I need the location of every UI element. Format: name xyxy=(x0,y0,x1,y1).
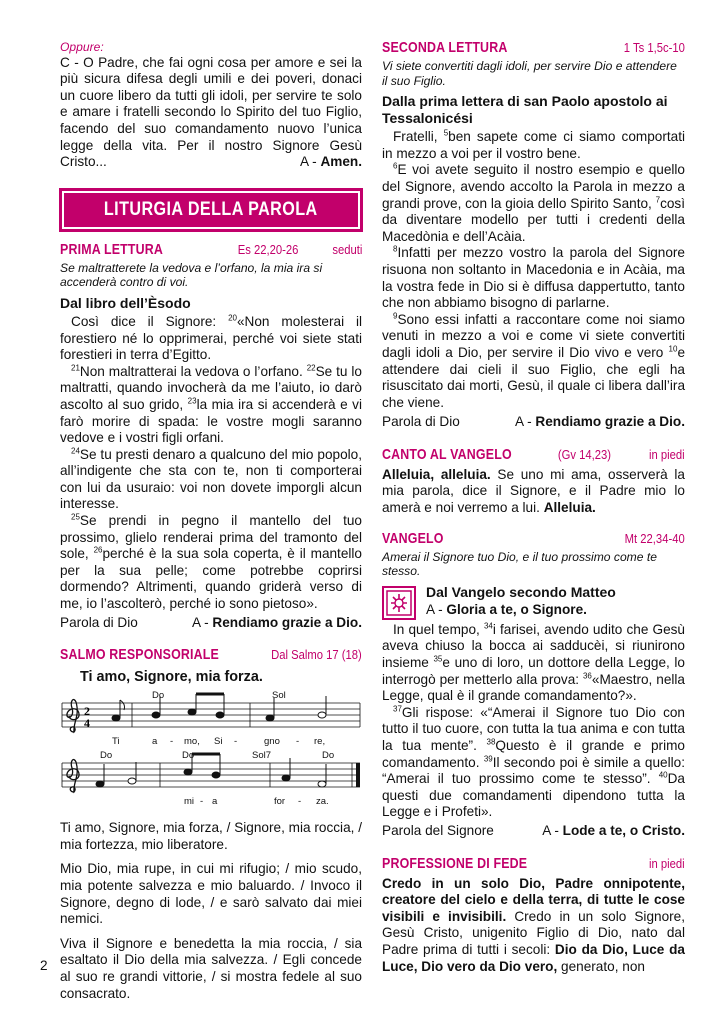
creed-text: Credo in un solo Dio, Padre onnipotente, creatore del cielo e della terra, di tutte le cose visibili e invisibili. Credo in un solo Signore, Gesù Cristo, unigenito Figlio di Dio, nato dal Padre prima di tutti i secoli: Dio da Dio, Luce da Luce, Dio vero da Dio vero, generato, non xyxy=(382,875,685,974)
lyric-syllable: re, xyxy=(314,736,326,748)
chord-label: Sol7 xyxy=(252,750,272,762)
chord-label: Sol xyxy=(272,690,286,702)
section-title: SECONDA LETTURA xyxy=(382,40,508,56)
reading-paragraph: $^{37}$Gli rispose: «“Amerai il Signore tuo Dio con tutto il tuo cuore, con tutta la tua anima e con tutta la tua mente”. $^{38}$Questo è il grande e primo comandamento. $^{39}$Il secondo poi è simile a quello: “Amerai il tuo prossimo come te stesso”. $^{40}$Da questi due comandamenti dipendono tutta la Legge e i Profeti». xyxy=(382,704,685,820)
section-title: PROFESSIONE DI FEDE xyxy=(382,855,528,872)
book-title: Dal Vangelo secondo Matteo xyxy=(426,583,616,600)
lyric-syllable: a xyxy=(152,736,158,748)
reading-summary: Amerai il Signore tuo Dio, e il tuo prossimo come te stesso. xyxy=(382,549,657,579)
lyric-syllable: - xyxy=(298,796,302,808)
lyric-syllable: - xyxy=(296,736,300,748)
music-note xyxy=(128,778,136,784)
music-note xyxy=(184,769,192,775)
scripture-ref: (Gv 14,23) xyxy=(558,447,612,462)
time-signature-top: 2 xyxy=(84,704,90,719)
reading-response: Parola di Dio A - Rendiamo grazie a Dio. xyxy=(382,414,685,430)
lyric-syllable: - xyxy=(170,736,174,748)
psalm-sheet-music xyxy=(60,688,362,818)
scripture-ref: Mt 22,34-40 xyxy=(624,531,685,546)
music-note xyxy=(282,775,290,781)
section-title: PRIMA LETTURA xyxy=(60,241,164,258)
music-note xyxy=(212,772,220,778)
lyric-syllable: Si xyxy=(214,736,223,748)
posture-label: in piedi xyxy=(649,447,685,462)
oppure-label: Oppure: xyxy=(60,40,104,54)
reading-paragraph: $^{24}$Se tu presti denaro a qualcuno del mio popolo, all’indigente che sta con te, non ti comporterai con lui da usuraio: voi non dovete imporgli alcun interesse. xyxy=(60,446,362,512)
lyric-syllable: for xyxy=(274,796,286,808)
lyric-syllable: mi xyxy=(184,796,195,808)
salmo-header xyxy=(60,647,362,663)
vangelo-header xyxy=(382,531,685,547)
chord-label: Do xyxy=(182,750,195,762)
lyric-syllable: za. xyxy=(316,796,329,808)
psalm-stanza: Ti amo, Signore, mia forza, / Signore, mia roccia, / mia fortezza, mio liberatore. xyxy=(60,820,362,852)
scripture-ref: Dal Salmo 17 (18) xyxy=(271,648,362,663)
chord-label: Do xyxy=(152,690,165,702)
reading-paragraph: In quel tempo, $^{34}$i farisei, avendo udito che Gesù aveva chiuso la bocca ai sadducèi, si riunirono insieme $^{35}$e uno di loro, un dottore della Legge, lo interrogò per metterlo alla prova: $^{36}$«Maestro, nella Legge, qual è il grande comandamento?». xyxy=(382,621,685,704)
professione-header xyxy=(382,856,685,872)
section-title: VANGELO xyxy=(382,530,444,547)
book-title: Dal libro dell’Èsodo xyxy=(60,294,191,311)
collect-prayer: C - O Padre, che fai ogni cosa per amore e sei la più sicura difesa degli umili e dei poveri, donaci un cuore libero da tutti gli idoli, per servire te solo e amare i fratelli secondo lo Spirito del tuo Figlio, facendo del suo comandamento nuovo l’unica legge della vita. Per il nostro Signore Gesù Cristo... A - Amen. xyxy=(60,54,362,170)
chord-label: Do xyxy=(322,750,335,762)
psalm-stanza: Mio Dio, mia rupe, in cui mi rifugio; / mio scudo, mia potente salvezza e mio baluardo. / Invoco il Signore, degno di lode, / e sarò salvato dai miei nemici. xyxy=(60,861,362,927)
chord-label: Do xyxy=(100,750,113,762)
scripture-ref: Es 22,20-26 xyxy=(237,242,299,257)
reading-paragraph: $^8$Infatti per mezzo vostro la parola del Signore risuona non soltanto in Macedonia e in Acàia, ma la vostra fede in Dio si è diffusa dappertutto, tanto che non abbiamo bisogno di parlarne. xyxy=(382,244,685,311)
lyric-syllable: mo, xyxy=(184,736,200,748)
gospel-intro xyxy=(382,584,685,620)
reading-paragraph: $^{25}$Se prendi in pegno il mantello del tuo prossimo, glielo renderai prima del tramonto del sole, $^{26}$perché è la sua sola coperta, è il mantello per la sua pelle; come potrebbe coprirsi dormendo? Altrimenti, quando griderà verso di me, io l’ascolterò, perché io sono pietoso». xyxy=(60,512,362,612)
liturgia-banner: LITURGIA DELLA PAROLA xyxy=(60,189,362,231)
prima-lettura-header xyxy=(60,242,362,258)
reading-paragraph: $^{21}$Non maltratterai la vedova o l’orfano. $^{22}$Se tu lo maltratti, quando invocherà da me l’aiuto, io darò ascolto al suo grido, $^{23}$la mia ira si accenderà e vi farò morire di spada: le vostre mogli saranno vedove e i vostri figli orfani. xyxy=(60,363,362,446)
psalm-stanza: Viva il Signore e benedetta la mia roccia, / sia esaltato il Dio della mia salvezza. / Egli concede al suo re grandi vittorie, / si mostra fedele al suo consacrato. xyxy=(60,935,362,1001)
music-note xyxy=(318,712,326,718)
music-note xyxy=(216,712,224,718)
music-note xyxy=(152,712,160,718)
posture-label: in piedi xyxy=(649,856,685,871)
lyric-syllable: - xyxy=(234,736,238,748)
music-note xyxy=(188,709,196,715)
reading-summary: Vi siete convertiti dagli idoli, per servire Dio e attendere il suo Figlio. xyxy=(382,59,677,88)
music-note xyxy=(96,781,104,787)
scripture-ref: 1 Ts 1,5c-10 xyxy=(623,41,685,55)
reading-response: Parola del Signore A - Lode a te, o Cristo. xyxy=(382,822,685,838)
lyric-syllable: gno xyxy=(264,736,280,748)
time-signature-bottom: 4 xyxy=(84,716,90,731)
gospel-book-icon xyxy=(382,586,416,620)
music-note xyxy=(112,715,120,721)
section-title: SALMO RESPONSORIALE xyxy=(60,647,220,664)
book-title: Dalla prima lettera di san Paolo apostolo ai Tessalonicési xyxy=(382,93,668,127)
lyric-syllable: Ti xyxy=(112,736,120,748)
reading-response: Parola di Dio A - Rendiamo grazie a Dio. xyxy=(60,614,362,630)
section-title: CANTO AL VANGELO xyxy=(382,446,512,463)
reading-paragraph: Fratelli, $^5$ben sapete come ci siamo comportati in mezzo a voi per il vostro bene. xyxy=(382,128,685,161)
seconda-lettura-header xyxy=(382,40,685,56)
gospel-acclamation: Alleluia, alleluia. Se uno mi ama, osserverà la mia parola, dice il Signore, e il Padre mio lo amerà e noi verremo a lui. Alleluia. xyxy=(382,466,685,516)
lyric-syllable: - xyxy=(200,796,204,808)
reading-summary: Se maltratterete la vedova e l’orfano, la mia ira si accenderà contro di voi. xyxy=(60,260,323,290)
music-note xyxy=(318,781,326,787)
reading-paragraph: Così dice il Signore: $^{20}$«Non molesterai il forestiero né lo opprimerai, perché voi siete stati forestieri in terra d’Egitto. xyxy=(60,313,363,363)
lyric-syllable: a xyxy=(212,796,218,808)
music-note xyxy=(266,715,274,721)
left-column xyxy=(60,40,362,1002)
reading-paragraph: $^6$E voi avete seguito il nostro esempio e quello del Signore, avendo accolto la Parola in mezzo a grandi prove, con la gioia dello Spirito Santo, $^7$così da diventare modello per tutti i credenti della Macedònia e dell’Acàia. xyxy=(382,161,685,244)
canto-vangelo-header xyxy=(382,447,685,463)
psalm-refrain: Ti amo, Signore, mia forza. xyxy=(80,669,263,686)
gloria-response: A - Gloria a te, o Signore. xyxy=(426,601,587,617)
posture-label: seduti xyxy=(331,242,362,257)
right-column xyxy=(382,40,685,975)
page-number: 2 xyxy=(40,958,48,973)
reading-paragraph: $^9$Sono essi infatti a raccontare come noi siamo venuti in mezzo a voi e come vi siete convertiti dagli idoli a Dio, per servire il Dio vivo e vero $^{10}$e attendere dai cieli il suo Figlio, che egli ha risuscitato dai morti, Gesù, il quale ci libera dall’ira che viene. xyxy=(382,311,685,410)
